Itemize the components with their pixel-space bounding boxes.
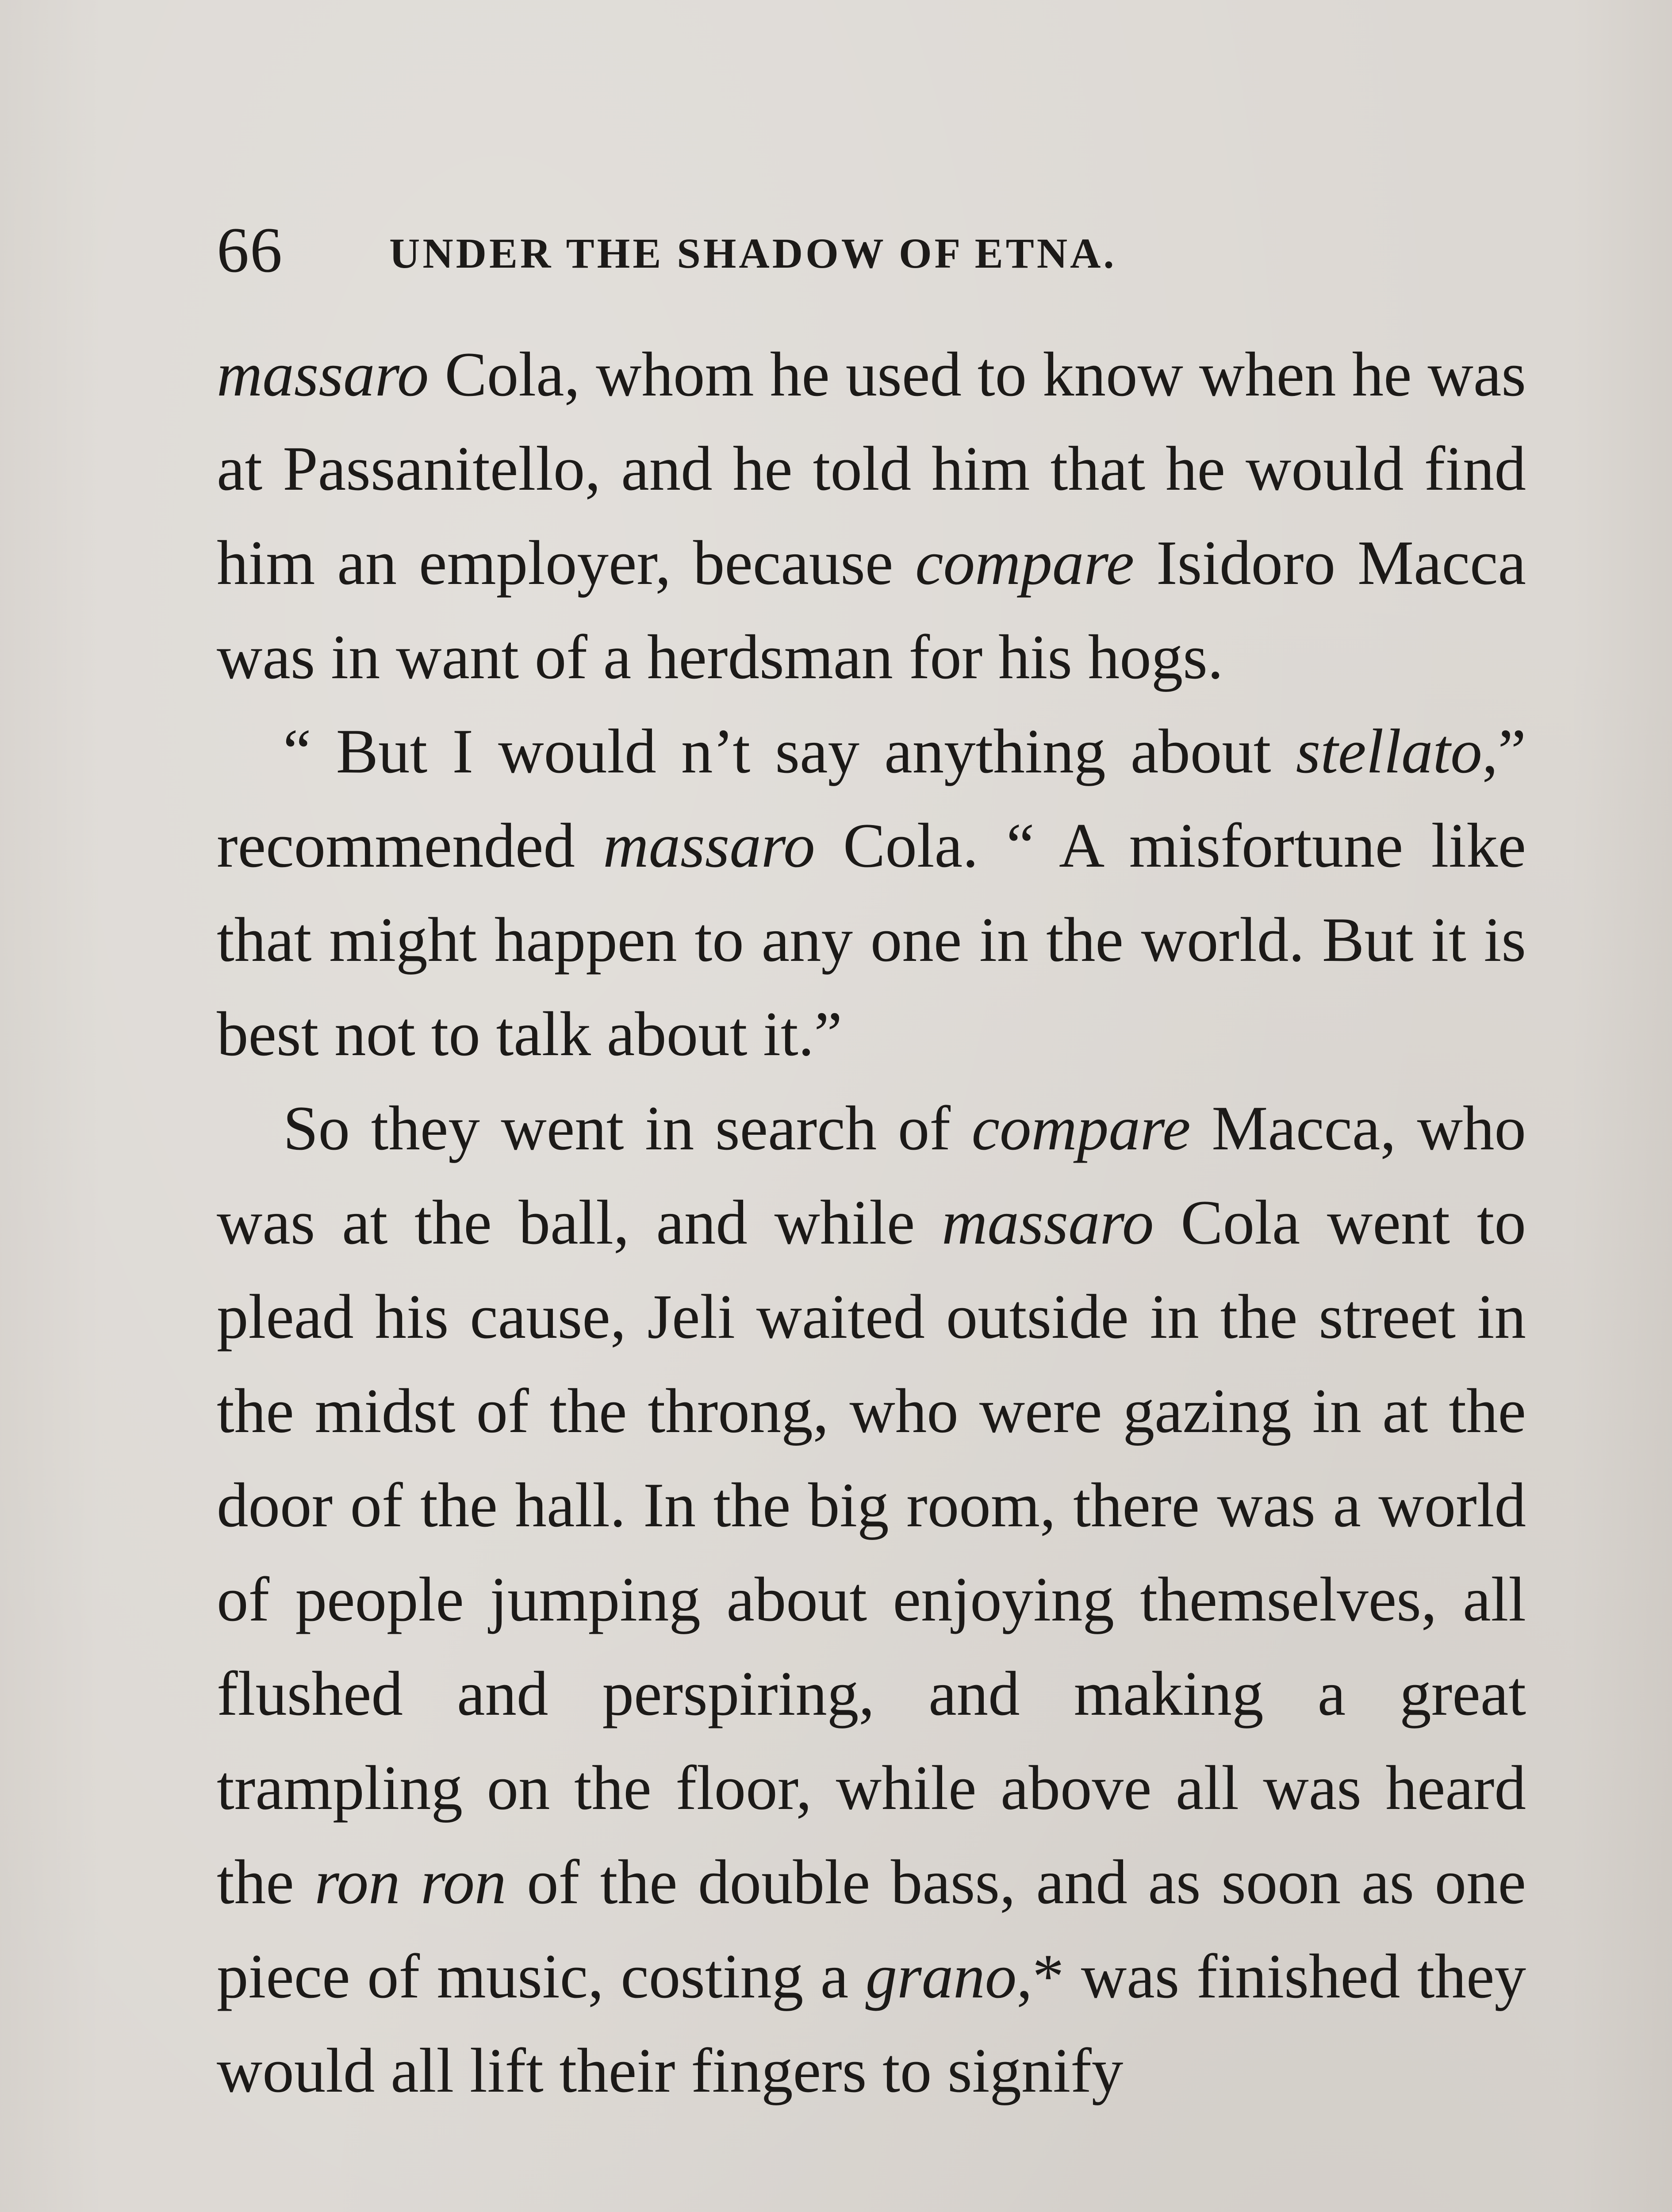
body-text	[217, 327, 1526, 2212]
italic-term: compare	[915, 528, 1135, 598]
paragraph-text: So they went in search of	[283, 1093, 972, 1163]
paragraph-text: of the double bass, and as soon as one piece of music, costing a	[217, 1847, 1526, 2011]
italic-term: compare	[971, 1093, 1191, 1163]
paragraph-text: “ But I would n’t say anything about	[283, 716, 1296, 786]
paragraph-2	[217, 704, 1526, 1081]
paragraph-1	[217, 327, 1526, 704]
paragraph-text: Macca, who was at the ball, and while	[217, 1093, 1526, 1257]
running-head	[217, 206, 1526, 294]
italic-term: massaro	[217, 339, 429, 409]
paragraph-text: Cola. “ A misfortune like that might happen to any one in the world. But it is best not to talk about it.”	[217, 810, 1526, 1069]
paragraph-text: Isidoro Macca was in want of a herdsman for his hogs.	[217, 528, 1526, 692]
paragraph-text: Cola, whom he used to know when he was at Passanitello, and he told him that he would find him an employer, because	[217, 339, 1526, 598]
italic-term: grano	[865, 1941, 1017, 2011]
italic-term: massaro	[942, 1187, 1154, 1257]
paragraph-3	[217, 1081, 1526, 2118]
paragraph-text: ,* was finished they would all lift their fingers to signify	[217, 1941, 1526, 2105]
italic-term: stellato	[1296, 716, 1482, 786]
italic-term: massaro	[603, 810, 815, 880]
italic-term: ron ron	[314, 1847, 506, 1917]
paragraph-text: Cola went to plead his cause, Jeli waited outside in the street in the midst of the throng, who were gazing in at the door of the hall. In the big room, there was a world of people jumping about enjoying themselves, all flushed and perspiring, and making a great trampling on the floor, while above all was heard the	[217, 1187, 1526, 1917]
page-number: 66	[217, 214, 283, 286]
running-title: UNDER THE SHADOW OF ETNA.	[389, 230, 1117, 277]
paragraph-text: ,” recommended	[217, 716, 1526, 880]
